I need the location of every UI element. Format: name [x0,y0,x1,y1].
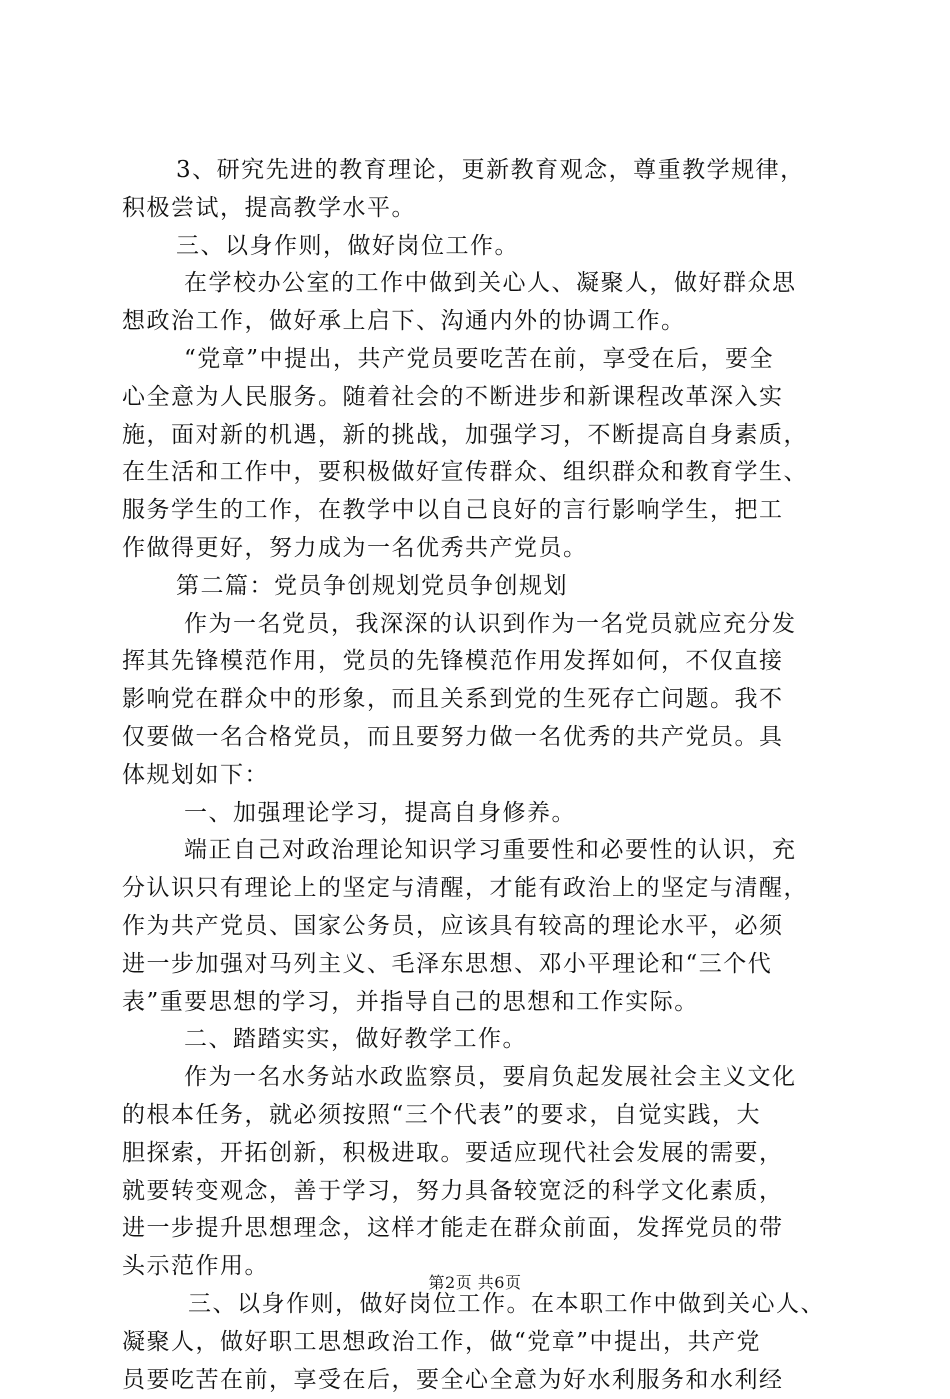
section-heading: 一、加强理论学习，提高自身修养。 [122,795,842,833]
text-line: 服务学生的工作，在教学中以自己良好的言行影响学生，把工 [122,492,842,530]
document-body [122,152,842,1399]
text-line: 头示范作用。 [122,1248,842,1286]
text-line: 心全意为人民服务。随着社会的不断进步和新课程改革深入实 [122,379,842,417]
text-line: 体规划如下： [122,757,842,795]
page-number-footer: 第2页 共6页 [0,1270,950,1293]
text-line: 仅要做一名合格党员，而且要努力做一名优秀的共产党员。具 [122,719,842,757]
text-line: 进一步加强对马列主义、毛泽东思想、邓小平理论和“三个代 [122,946,842,984]
text-line: 分认识只有理论上的坚定与清醒，才能有政治上的坚定与清醒， [122,870,842,908]
text-line: 积极尝试，提高教学水平。 [122,190,842,228]
section-heading: 三、以身作则，做好岗位工作。 [122,228,842,266]
text-line: 的根本任务，就必须按照“三个代表”的要求，自觉实践，大 [122,1097,842,1135]
text-line: 凝聚人，做好职工思想政治工作，做“党章”中提出，共产党 [122,1324,842,1362]
text-line: 挥其先锋模范作用，党员的先锋模范作用发挥如何，不仅直接 [122,643,842,681]
text-line: 作为一名水务站水政监察员，要肩负起发展社会主义文化 [122,1059,842,1097]
text-line: 在生活和工作中，要积极做好宣传群众、组织群众和教育学生、 [122,454,842,492]
text-line: 进一步提升思想理念，这样才能走在群众前面，发挥党员的带 [122,1210,842,1248]
text-line: 就要转变观念，善于学习，努力具备较宽泛的科学文化素质， [122,1173,842,1211]
text-line: 3、研究先进的教育理论，更新教育观念，尊重教学规律， [122,152,842,190]
text-line: 胆探索，开拓创新，积极进取。要适应现代社会发展的需要， [122,1135,842,1173]
section-heading: 二、踏踏实实，做好教学工作。 [122,1021,842,1059]
chapter-heading: 第二篇：党员争创规划党员争创规划 [122,568,842,606]
text-line: 端正自己对政治理论知识学习重要性和必要性的认识，充 [122,832,842,870]
text-line: 作做得更好，努力成为一名优秀共产党员。 [122,530,842,568]
text-line: 影响党在群众中的形象，而且关系到党的生死存亡问题。我不 [122,681,842,719]
text-line: 表”重要思想的学习，并指导自己的思想和工作实际。 [122,984,842,1022]
text-line: 在学校办公室的工作中做到关心人、凝聚人，做好群众思 [122,265,842,303]
text-line: “党章”中提出，共产党员要吃苦在前，享受在后，要全 [122,341,842,379]
section-heading: 三、以身作则，做好岗位工作。在本职工作中做到关心人、 [122,1286,842,1324]
text-line: 施，面对新的机遇，新的挑战，加强学习，不断提高自身素质， [122,417,842,455]
text-line: 作为一名党员，我深深的认识到作为一名党员就应充分发 [122,606,842,644]
text-line: 员要吃苦在前，享受在后，要全心全意为好水利服务和水利经 [122,1362,842,1399]
text-line: 想政治工作，做好承上启下、沟通内外的协调工作。 [122,303,842,341]
text-line: 作为共产党员、国家公务员，应该具有较高的理论水平，必须 [122,908,842,946]
